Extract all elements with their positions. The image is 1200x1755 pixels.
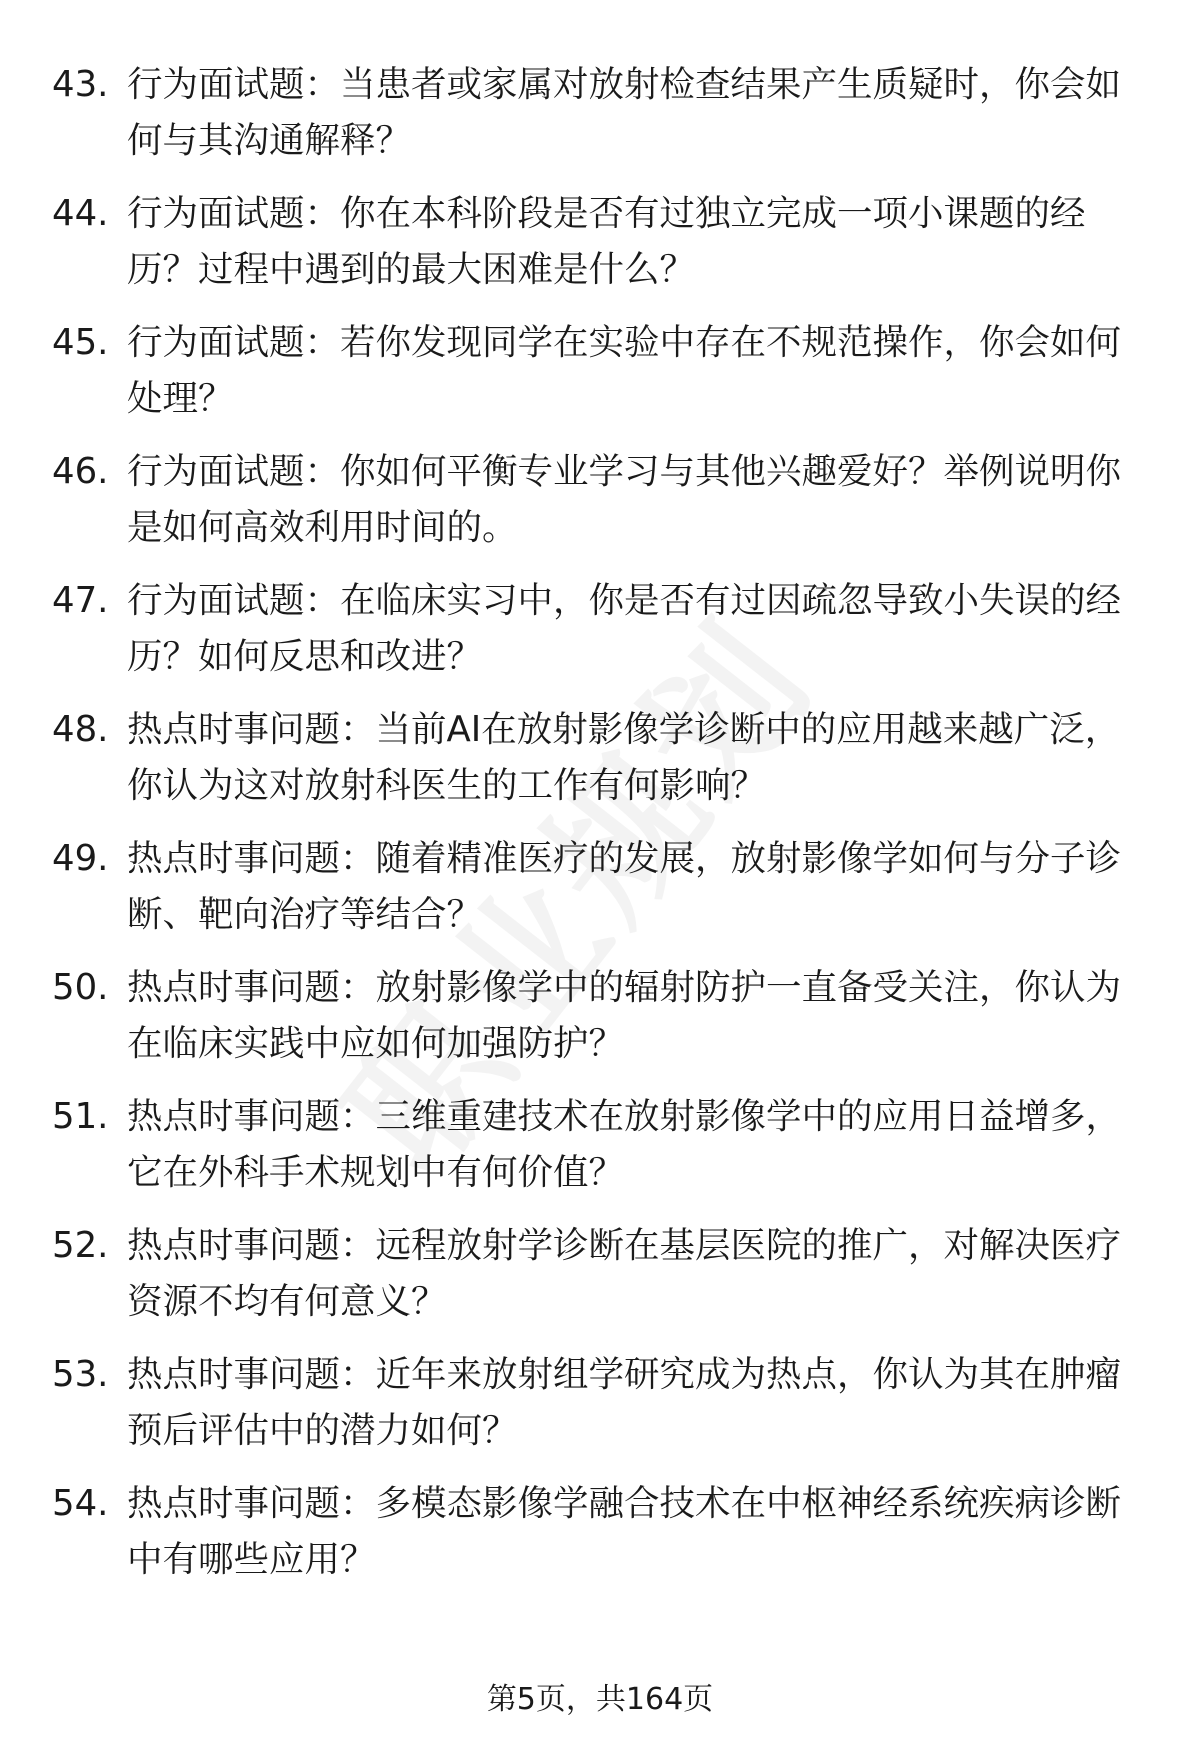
question-item [52, 960, 1152, 1072]
page-number: 第5页，共164页 [486, 1682, 714, 1717]
question-item [52, 444, 1152, 556]
question-item [52, 702, 1152, 814]
question-number: 51. [52, 1096, 109, 1137]
question-list [52, 57, 1152, 1605]
question-item [52, 831, 1152, 943]
question-number: 44. [52, 193, 109, 234]
question-number: 54. [52, 1483, 109, 1524]
question-text: 热点时事问题：远程放射学诊断在基层医院的推广，对解决医疗资源不均有何意义？ [127, 1225, 1122, 1322]
question-number: 43. [52, 64, 109, 105]
question-text: 热点时事问题：多模态影像学融合技术在中枢神经系统疾病诊断中有哪些应用？ [127, 1483, 1122, 1580]
question-text: 热点时事问题：近年来放射组学研究成为热点，你认为其在肿瘤预后评估中的潜力如何？ [127, 1354, 1122, 1451]
question-item [52, 186, 1152, 298]
question-text: 热点时事问题：放射影像学中的辐射防护一直备受关注，你认为在临床实践中应如何加强防护？ [127, 967, 1122, 1064]
question-number: 53. [52, 1354, 109, 1395]
question-text: 热点时事问题：当前AI在放射影像学诊断中的应用越来越广泛，你认为这对放射科医生的工作有何影响？ [127, 709, 1121, 806]
question-item [52, 573, 1152, 685]
question-number: 46. [52, 451, 109, 492]
question-item [52, 1089, 1152, 1201]
question-number: 47. [52, 580, 109, 621]
question-number: 52. [52, 1225, 109, 1266]
question-text: 热点时事问题：三维重建技术在放射影像学中的应用日益增多，它在外科手术规划中有何价值？ [127, 1096, 1122, 1193]
question-text: 行为面试题：当患者或家属对放射检查结果产生质疑时，你会如何与其沟通解释？ [127, 64, 1122, 161]
question-item [52, 1347, 1152, 1459]
question-text: 行为面试题：若你发现同学在实验中存在不规范操作，你会如何处理？ [127, 322, 1122, 419]
question-item [52, 1476, 1152, 1588]
question-item [52, 315, 1152, 427]
question-item [52, 1218, 1152, 1330]
question-text: 行为面试题：你在本科阶段是否有过独立完成一项小课题的经历？过程中遇到的最大困难是什么？ [127, 193, 1086, 290]
question-text: 行为面试题：在临床实习中，你是否有过因疏忽导致小失误的经历？如何反思和改进？ [127, 580, 1122, 677]
question-number: 50. [52, 967, 109, 1008]
question-item [52, 57, 1152, 169]
question-number: 45. [52, 322, 109, 363]
question-text: 行为面试题：你如何平衡专业学习与其他兴趣爱好？举例说明你是如何高效利用时间的。 [127, 451, 1122, 548]
question-number: 48. [52, 709, 109, 750]
question-number: 49. [52, 838, 109, 879]
question-text: 热点时事问题：随着精准医疗的发展，放射影像学如何与分子诊断、靶向治疗等结合？ [127, 838, 1122, 935]
